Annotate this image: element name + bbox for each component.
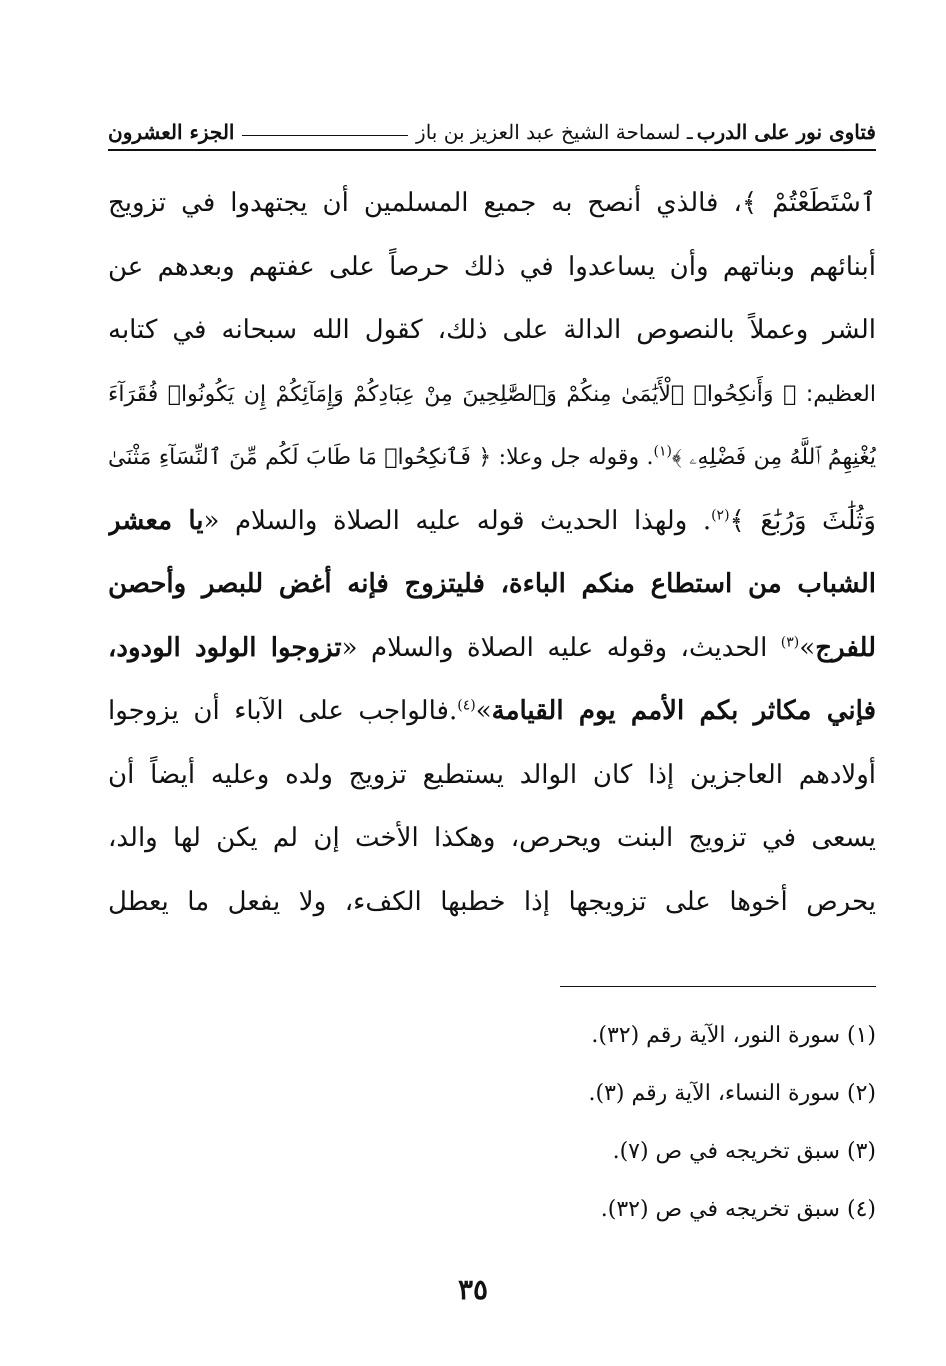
text-line xyxy=(108,807,876,871)
text-line xyxy=(108,236,876,300)
text-run: يسعى في تزويج البنت ويحرص، وهكذا الأخت إن لم يكن لها والد، xyxy=(108,823,876,853)
footnote-marker: (٤) xyxy=(457,697,476,714)
text-run: يحرص أخوها على تزويجها إذا خطبها الكفء، ولا يفعل ما يعطل xyxy=(108,886,876,917)
header-rule xyxy=(108,149,876,151)
part-label: الجزء العشرون xyxy=(108,120,235,144)
hadith-text: يا معشر xyxy=(108,505,204,536)
text-line xyxy=(108,490,876,554)
text-run: » xyxy=(475,696,492,726)
footnote-marker: (٣) xyxy=(780,633,800,650)
text-run: الحديث، وقوله عليه الصلاة والسلام « xyxy=(341,632,781,663)
text-line xyxy=(108,426,876,490)
author-name: ـ لسماحة الشيخ عبد العزيز بن باز xyxy=(416,120,693,144)
footnote-3: (٣) سبق تخريجه في ص (٧). xyxy=(612,1139,876,1164)
text-line xyxy=(108,744,876,808)
text-run: » xyxy=(799,632,816,663)
text-line xyxy=(108,871,876,935)
text-run: . وقوله جل وعلا: xyxy=(491,445,654,470)
text-line xyxy=(108,680,876,744)
text-run: أبنائهم وبناتهم وأن يساعدوا في ذلك حرصاً على عفتهم وبعدهم عن xyxy=(108,251,876,282)
hadith-text: الشباب من استطاع منكم الباءة، فليتزوج فإنه أغض للبصر وأحصن xyxy=(108,569,876,599)
quran-verse: وَثُلَٰثَ وَرُبَٰعَ ﴾ xyxy=(729,505,876,536)
body-text xyxy=(108,172,876,934)
text-line xyxy=(108,553,876,617)
footnote-2: (٢) سورة النساء، الآية رقم (٣). xyxy=(588,1081,876,1106)
text-line xyxy=(108,363,876,427)
hadith-text: تزوجوا الولود الودود، xyxy=(108,632,342,663)
footnote-4: (٤) سبق تخريجه في ص (٣٢). xyxy=(600,1197,876,1222)
footnotes xyxy=(300,1012,876,1244)
text-line xyxy=(108,299,876,363)
footnote-1: (١) سورة النور، الآية رقم (٣٢). xyxy=(591,1023,876,1048)
quran-verse: العظيم: ﴿ وَأَنكِحُوا۟ ٱلْأَيَٰمَىٰ مِنكُمْ وَٱلصَّٰلِحِينَ مِنْ عِبَادِكُمْ وَإِمَآئِكُمْ إِن يَكُونُوا۟ فُقَرَآءَ xyxy=(108,381,876,407)
footnote-separator xyxy=(560,986,876,987)
text-run: الشر وعملاً بالنصوص الدالة على ذلك، كقول الله سبحانه في كتابه xyxy=(108,315,876,345)
hadith-text: فإني مكاثر بكم الأمم يوم القيامة xyxy=(491,696,876,726)
book-title: فتاوى نور على الدرب xyxy=(696,120,876,144)
quran-verse: ﴿ فَٱنكِحُوا۟ مَا طَابَ لَكُم مِّنَ ٱلنِّسَآءِ مَثْنَىٰ xyxy=(108,445,492,470)
text-run: أولادهم العاجزين إذا كان الوالد يستطيع تزويج ولده وعليه أيضاً أن xyxy=(108,759,876,790)
running-header xyxy=(108,112,876,152)
text-line xyxy=(108,172,876,236)
text-run: .فالواجب على الآباء أن يزوجوا xyxy=(108,696,458,726)
text-line xyxy=(108,617,876,681)
text-run: ٱسْتَطَعْتُمْ ﴾، فالذي أنصح به جميع المسلمين أن يجتهدوا في تزويج xyxy=(108,188,876,218)
text-run: . ولهذا الحديث قوله عليه الصلاة والسلام « xyxy=(203,505,712,536)
page-number: ٣٥ xyxy=(457,1273,489,1306)
header-dash-rule xyxy=(242,135,408,136)
hadith-text: للفرج xyxy=(815,632,876,663)
footnote-marker: (٢) xyxy=(711,506,730,523)
footnote-marker: (١) xyxy=(653,443,672,460)
quran-verse: يُغْنِهِمُ ٱللَّهُ مِن فَضْلِهِۦ ﴾ xyxy=(671,445,876,470)
